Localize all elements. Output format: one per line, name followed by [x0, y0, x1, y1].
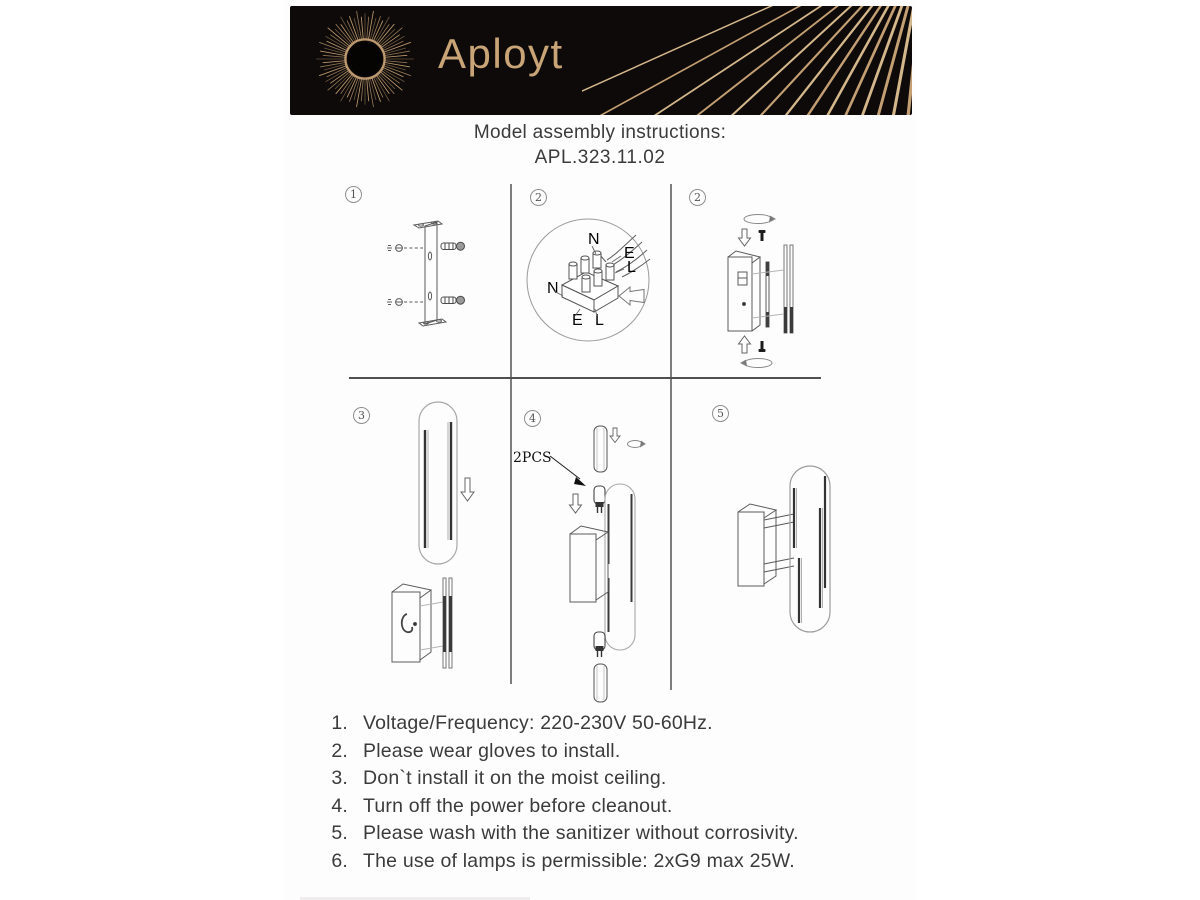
instruction-text: Please wear gloves to install. [363, 739, 621, 762]
diagram-body-fixing [700, 212, 825, 374]
instruction-text: Turn off the power before cleanout. [363, 794, 673, 817]
instruction-item-4 [318, 795, 898, 823]
instruction-item-1 [318, 712, 898, 740]
fan-rays-icon [582, 6, 912, 115]
step-number-3: 3 [353, 407, 370, 424]
instruction-number: 4. [331, 794, 348, 817]
push-down-arrow-icon [739, 229, 751, 246]
instruction-number: 6. [331, 849, 348, 872]
wire-label-l-bottom: L [595, 312, 604, 329]
instruction-text: Please wash with the sanitizer without corrosivity. [363, 822, 799, 844]
diagram-lamp-installation [508, 392, 668, 704]
instruction-text: Voltage/Frequency: 220-230V 50-60Hz. [363, 712, 713, 734]
instruction-number: 5. [331, 822, 348, 844]
grid-divider-vertical-right [670, 184, 672, 690]
instruction-text: Don`t install it on the moist ceiling. [363, 767, 667, 789]
small-down-arrow-icon [610, 428, 620, 443]
grid-divider-horizontal [349, 377, 821, 379]
instruction-text: The use of lamps is permissible: 2xG9 max 25W. [363, 849, 795, 872]
title-block [284, 122, 916, 169]
instruction-item-2 [318, 740, 898, 768]
model-number: APL.323.11.02 [534, 147, 666, 168]
diagram-wall-bracket [383, 216, 473, 341]
wire-label-l-right: L [627, 259, 636, 276]
wire-label-e-bottom: E [572, 312, 583, 329]
2pcs-label: 2PCS [513, 450, 552, 466]
instruction-number: 3. [331, 767, 348, 789]
instruction-item-3 [318, 767, 898, 795]
step-number-4: 4 [524, 410, 541, 427]
wire-label-n-top: N [588, 231, 600, 248]
instruction-list [318, 712, 898, 877]
step-number-5: 5 [712, 405, 729, 422]
brand-banner [290, 6, 912, 115]
step-number-1: 1 [345, 186, 362, 203]
step-number-2: 2 [530, 189, 547, 206]
diagram-wiring-terminal [520, 211, 656, 351]
wire-label-n-left: N [547, 280, 559, 297]
brand-name: Aployt [438, 30, 564, 77]
instruction-number: 1. [331, 712, 348, 734]
diagram-assembled-lamp [698, 408, 843, 673]
page-title: Model assembly instructions: [473, 122, 727, 143]
push-up-arrow-icon [739, 336, 751, 353]
step-number-2b: 2 [689, 189, 706, 206]
wire-label-e-right: E [624, 245, 635, 262]
starburst-icon [312, 6, 418, 112]
diagram-ring-insertion [355, 400, 500, 680]
instruction-item-5 [318, 822, 898, 850]
slide-down-arrow-icon [461, 478, 474, 501]
direction-arrow-icon [619, 287, 644, 305]
instruction-item-6 [318, 850, 898, 878]
insert-down-arrow-icon [570, 494, 582, 513]
instruction-number: 2. [331, 739, 348, 762]
